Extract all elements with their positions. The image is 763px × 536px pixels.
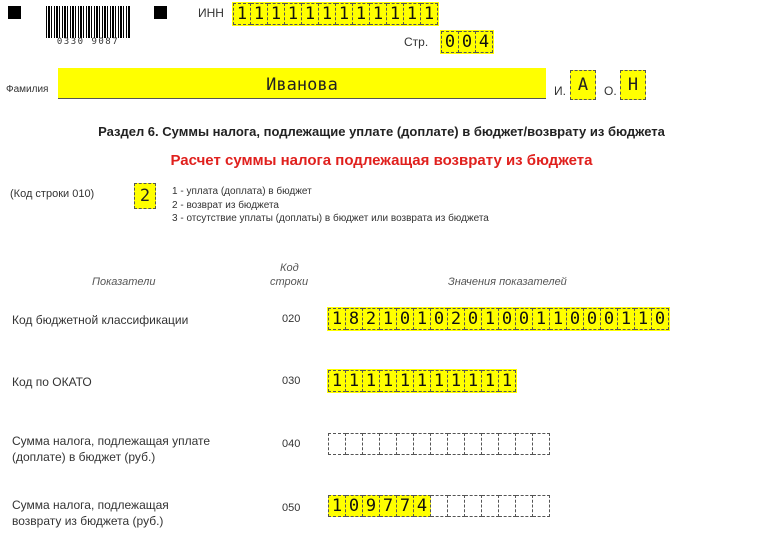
digit-cell: 0 xyxy=(431,308,448,330)
initial-i-field[interactable]: А xyxy=(570,70,596,100)
digit-cell: 2 xyxy=(448,308,465,330)
digit-cell: 1 xyxy=(346,370,363,392)
corner-marker-right xyxy=(154,6,167,19)
digit-cell xyxy=(448,495,465,517)
digit-cell: 0 xyxy=(465,308,482,330)
digit-cell: 1 xyxy=(302,3,319,25)
row040-label-1: Сумма налога, подлежащая уплате xyxy=(12,434,211,448)
digit-cell xyxy=(482,495,499,517)
digit-cell xyxy=(431,433,448,455)
col-values: Значения показателей xyxy=(448,276,567,288)
initial-o-label: О. xyxy=(604,84,617,98)
digit-cell: 1 xyxy=(328,495,346,517)
initial-o-field[interactable]: Н xyxy=(620,70,646,100)
digit-cell xyxy=(516,433,533,455)
digit-cell: 4 xyxy=(414,495,431,517)
digit-cell: 1 xyxy=(421,3,438,25)
digit-cell xyxy=(414,433,431,455)
digit-cell: 0 xyxy=(441,31,459,53)
row030-label: Код по ОКАТО xyxy=(12,375,92,389)
digit-cell: 0 xyxy=(652,308,669,330)
digit-cell: 1 xyxy=(328,370,346,392)
line010-option-3: 3 - отсутствие уплаты (доплаты) в бюджет или возврата из бюджета xyxy=(172,213,489,224)
digit-cell xyxy=(397,433,414,455)
digit-cell: 4 xyxy=(476,31,493,53)
row050-label-1: Сумма налога, подлежащая xyxy=(12,498,169,512)
surname-field[interactable]: Иванова xyxy=(58,68,546,99)
digit-cell: 0 xyxy=(499,308,516,330)
digit-cell: 1 xyxy=(251,3,268,25)
digit-cell: 1 xyxy=(387,3,404,25)
surname-label: Фамилия xyxy=(6,84,49,95)
digit-cell xyxy=(516,495,533,517)
tax-refund-field[interactable] xyxy=(327,494,551,518)
section-title: Раздел 6. Суммы налога, подлежащие уплате (доплате) в бюджет/возврату из бюджета xyxy=(98,124,665,139)
kbk-field[interactable] xyxy=(327,307,670,331)
line010-label: (Код строки 010) xyxy=(10,188,95,200)
digit-cell: 0 xyxy=(459,31,476,53)
digit-cell: 9 xyxy=(363,495,380,517)
line010-option-2: 2 - возврат из бюджета xyxy=(172,200,279,211)
row050-label-2: возврату из бюджета (руб.) xyxy=(12,514,164,528)
line010-option-1: 1 - уплата (доплата) в бюджет xyxy=(172,186,312,197)
digit-cell xyxy=(465,495,482,517)
digit-cell: 0 xyxy=(346,495,363,517)
digit-cell: 1 xyxy=(319,3,336,25)
digit-cell: 1 xyxy=(328,308,346,330)
digit-cell: 0 xyxy=(584,308,601,330)
digit-cell xyxy=(448,433,465,455)
digit-cell: 0 xyxy=(516,308,533,330)
col-code-line1: Код xyxy=(280,262,299,274)
digit-cell: 1 xyxy=(533,308,550,330)
digit-cell: 7 xyxy=(380,495,397,517)
digit-cell xyxy=(431,495,448,517)
digit-cell: 7 xyxy=(397,495,414,517)
row040-label-2: (доплате) в бюджет (руб.) xyxy=(12,450,156,464)
digit-cell: 1 xyxy=(370,3,387,25)
digit-cell: 1 xyxy=(499,370,516,392)
digit-cell: 1 xyxy=(404,3,421,25)
digit-cell: 1 xyxy=(380,370,397,392)
digit-cell: 0 xyxy=(567,308,584,330)
inn-label: ИНН xyxy=(198,6,224,20)
digit-cell: 1 xyxy=(550,308,567,330)
digit-cell xyxy=(363,433,380,455)
page-number-field[interactable] xyxy=(440,30,494,54)
digit-cell xyxy=(380,433,397,455)
digit-cell: 1 xyxy=(380,308,397,330)
digit-cell: 1 xyxy=(618,308,635,330)
row020-code: 020 xyxy=(282,313,301,325)
row030-code: 030 xyxy=(282,375,301,387)
digit-cell: 1 xyxy=(414,308,431,330)
digit-cell: 1 xyxy=(233,3,251,25)
digit-cell: 1 xyxy=(285,3,302,25)
digit-cell xyxy=(499,433,516,455)
digit-cell: 0 xyxy=(397,308,414,330)
digit-cell xyxy=(482,433,499,455)
initial-i-label: И. xyxy=(554,84,566,98)
digit-cell: 2 xyxy=(363,308,380,330)
digit-cell: 1 xyxy=(363,370,380,392)
tax-payable-field[interactable] xyxy=(327,432,551,456)
page-label: Стр. xyxy=(404,35,429,49)
barcode xyxy=(46,6,130,38)
digit-cell: 1 xyxy=(397,370,414,392)
digit-cell: 1 xyxy=(353,3,370,25)
digit-cell: 1 xyxy=(414,370,431,392)
digit-cell: 1 xyxy=(431,370,448,392)
digit-cell xyxy=(499,495,516,517)
corner-marker-left xyxy=(8,6,21,19)
digit-cell: 0 xyxy=(601,308,618,330)
digit-cell: 1 xyxy=(482,308,499,330)
okato-field[interactable] xyxy=(327,369,517,393)
digit-cell xyxy=(346,433,363,455)
digit-cell: 8 xyxy=(346,308,363,330)
row020-label: Код бюджетной классификации xyxy=(12,313,189,327)
digit-cell: 1 xyxy=(336,3,353,25)
digit-cell: 1 xyxy=(482,370,499,392)
digit-cell: 1 xyxy=(635,308,652,330)
digit-cell xyxy=(465,433,482,455)
digit-cell xyxy=(533,495,550,517)
row050-code: 050 xyxy=(282,502,301,514)
inn-field[interactable] xyxy=(232,2,439,26)
digit-cell: 1 xyxy=(465,370,482,392)
red-title: Расчет суммы налога подлежащая возврату из бюджета xyxy=(170,152,593,169)
digit-cell: 1 xyxy=(448,370,465,392)
barcode-number: 0330 9087 xyxy=(56,37,120,47)
col-indicators: Показатели xyxy=(92,276,156,288)
digit-cell xyxy=(533,433,550,455)
digit-cell xyxy=(328,433,346,455)
row040-code: 040 xyxy=(282,438,301,450)
col-code-line2: строки xyxy=(270,276,309,288)
digit-cell: 1 xyxy=(268,3,285,25)
line010-field[interactable]: 2 xyxy=(134,183,156,209)
